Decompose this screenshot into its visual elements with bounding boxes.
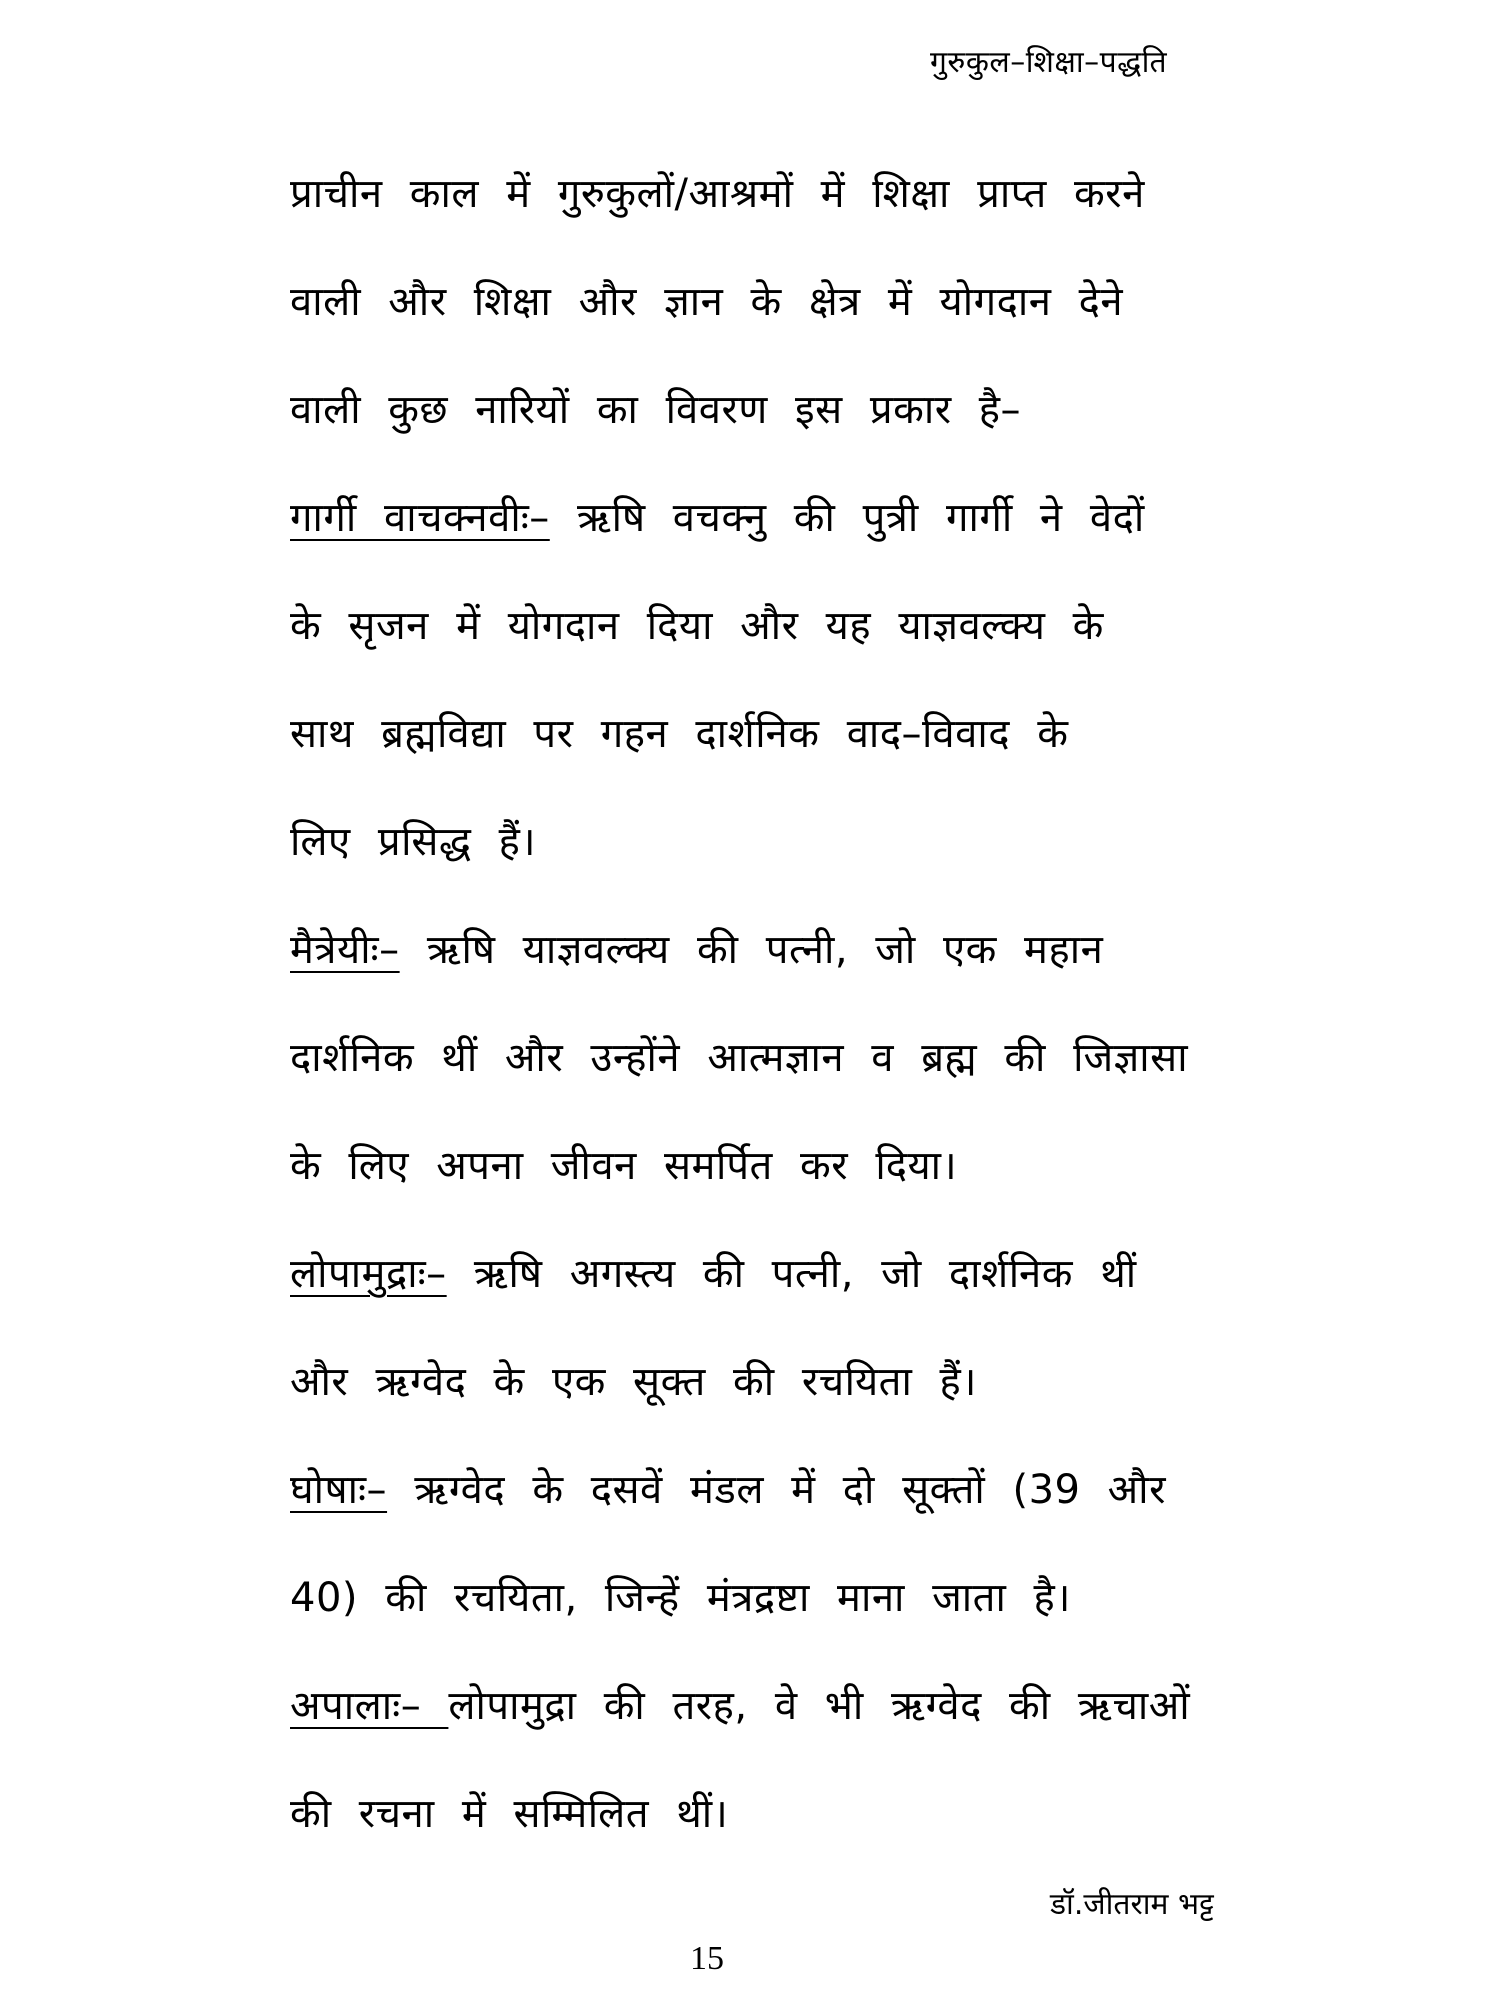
line-text: वाली कुछ नारियों का विवरण इस प्रकार है–: [290, 387, 1022, 433]
text-line-11: [290, 1220, 1250, 1328]
line-text: साथ ब्रह्मविद्या पर गहन दार्शनिक वाद–विवाद के: [290, 711, 1069, 757]
text-line-7: [290, 788, 1250, 896]
line-text: के लिए अपना जीवन समर्पित कर दिया।: [290, 1143, 958, 1189]
text-line-9: [290, 1004, 1250, 1112]
page-number: 15: [690, 1940, 724, 1977]
author-name: डॉ.जीतराम भट्ट: [1050, 1887, 1214, 1922]
line-text: प्राचीन काल में गुरुकुलों/आश्रमों में शिक्षा प्राप्त करने: [290, 171, 1145, 217]
text-line-2: [290, 248, 1250, 356]
line-text: वाली और शिक्षा और ज्ञान के क्षेत्र में योगदान देने: [290, 279, 1124, 325]
term-gargi: गार्गी वाचक्नवीः–: [290, 495, 550, 541]
text-line-15: [290, 1652, 1250, 1760]
line-text: ऋषि वचक्नु की पुत्री गार्गी ने वेदों: [549, 495, 1145, 541]
text-line-10: [290, 1112, 1250, 1220]
term-lopamudra: लोपामुद्राः–: [290, 1251, 447, 1297]
text-line-14: [290, 1544, 1250, 1652]
text-line-13: [290, 1436, 1250, 1544]
line-text: ऋषि अगस्त्य की पत्नी, जो दार्शनिक थीं: [446, 1251, 1137, 1297]
text-line-1: [290, 140, 1250, 248]
text-line-4: [290, 464, 1250, 572]
body-text: [290, 140, 1250, 1868]
line-text: लोपामुद्रा की तरह, वे भी ऋग्वेद की ऋचाओं: [448, 1683, 1191, 1729]
line-text: ऋग्वेद के दसवें मंडल में दो सूक्तों (39 और: [387, 1467, 1166, 1513]
text-line-6: [290, 680, 1250, 788]
line-text: और ऋग्वेद के एक सूक्त की रचयिता हैं।: [290, 1359, 977, 1405]
line-text: ऋषि याज्ञवल्क्य की पत्नी, जो एक महान: [399, 927, 1104, 973]
term-ghosha: घोषाः–: [290, 1467, 388, 1513]
text-line-5: [290, 572, 1250, 680]
text-line-12: [290, 1328, 1250, 1436]
line-text: के सृजन में योगदान दिया और यह याज्ञवल्क्य के: [290, 603, 1104, 649]
line-text: लिए प्रसिद्ध हैं।: [290, 819, 537, 865]
line-text: दार्शनिक थीं और उन्होंने आत्मज्ञान व ब्रह्म की जिज्ञासा: [290, 1035, 1189, 1081]
term-apala: अपालाः–: [290, 1683, 449, 1729]
term-maitreyi: मैत्रेयीः–: [290, 927, 400, 973]
text-line-3: [290, 356, 1250, 464]
text-line-8: [290, 896, 1250, 1004]
running-header-title: गुरुकुल–शिक्षा–पद्धति: [930, 45, 1168, 80]
line-text: की रचना में सम्मिलित थीं।: [290, 1791, 729, 1837]
line-text: 40) की रचयिता, जिन्हें मंत्रद्रष्टा माना जाता है।: [290, 1575, 1071, 1621]
text-line-16: [290, 1760, 1250, 1868]
